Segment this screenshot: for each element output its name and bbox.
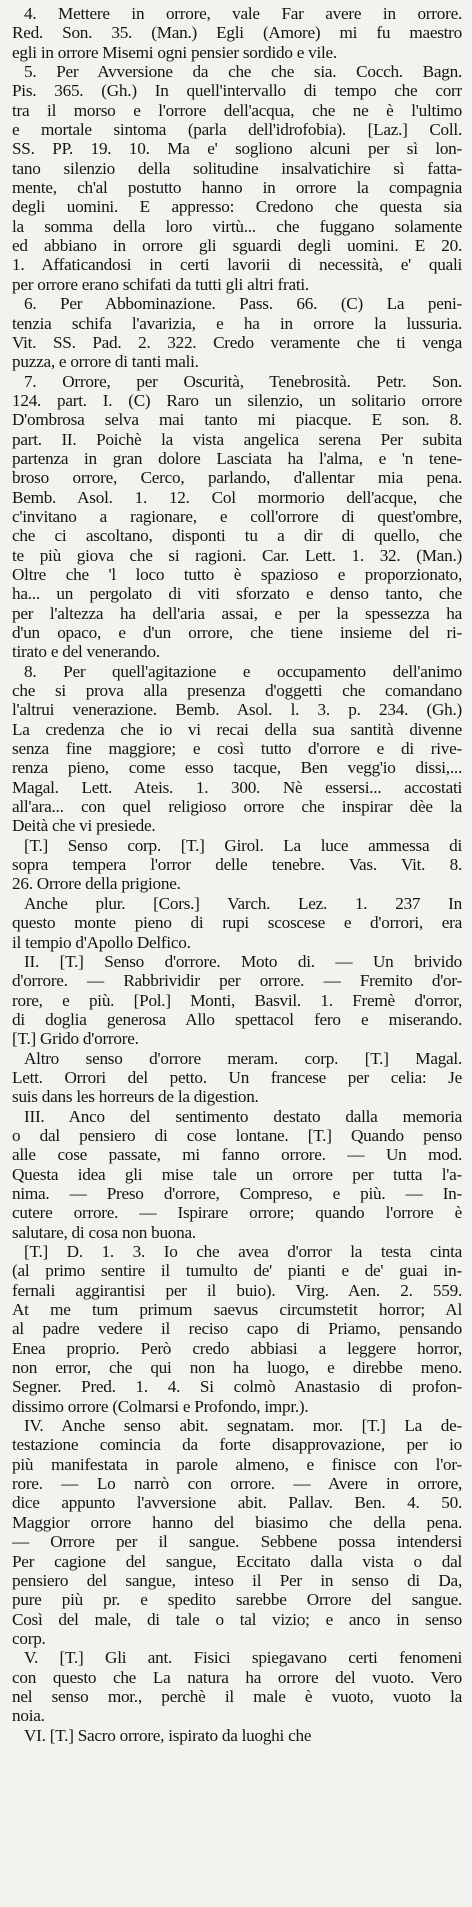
- text-line: 26. Orrore della prigione.: [12, 874, 181, 894]
- text-line: (al primo sentire il tumulto de' pianti e de' guai in-: [12, 1261, 462, 1281]
- text-line: cutere orrore. — Ispirare orrore; quando l'orrore è: [12, 1203, 462, 1223]
- entry-paragraph-sense-II: [12, 952, 462, 1049]
- text-line: Questa idea gli mise tale un orrore per tutta l'a-: [12, 1164, 462, 1184]
- text-line: 6. Per Abbominazione. Pass. 66. (C) La peni-: [24, 294, 462, 314]
- text-line: V. [T.] Gli ant. Fisici spiegavano certi fenomeni: [24, 1648, 462, 1668]
- entry-paragraph-sense-V: [12, 1648, 462, 1725]
- text-line: tra il morso e l'orrore dell'acqua, che ne è l'ultimo: [12, 100, 462, 120]
- text-line: il tempio d'Apollo Delfico.: [12, 932, 191, 952]
- text-line: degli uomini. E appresso: Credono che questa sia: [12, 197, 462, 217]
- text-line: che ci ascoltano, disponti tu a dir di quello, che: [12, 526, 462, 546]
- text-line: [T.] Grido d'orrore.: [12, 1029, 139, 1049]
- text-line: renza pieno, come esso tacque, Ben vegg'io dissi,...: [12, 758, 462, 778]
- text-line: Maggior orrore hanno del biasimo che della pena.: [12, 1512, 462, 1532]
- text-line: Enea proprio. Però credo abbiasi a leggere horror,: [12, 1338, 462, 1358]
- text-line: tenzia schifa l'avarizia, e ha in orrore la lussuria.: [12, 313, 462, 333]
- text-line: rore. — Lo narrò con orrore. — Avere in orrore,: [12, 1474, 462, 1494]
- text-line: ha... un pergolato di viti sforzato e denso tanto, che: [12, 584, 462, 604]
- text-line: d'orrore. — Rabbrividir per orrore. — Fremito d'or-: [12, 971, 462, 991]
- text-line: egli in orrore Misemi ogni pensier sordido e vile.: [12, 42, 337, 62]
- text-line: Magal. Lett. Ateis. 1. 300. Nè essersi... accostati: [12, 777, 462, 797]
- text-line: 7. Orrore, per Oscurità, Tenebrosità. Petr. Son.: [24, 371, 462, 391]
- entry-paragraph-sense-VI: [12, 1726, 462, 1745]
- entry-paragraph-senso-corp: [12, 836, 462, 894]
- entry-paragraph-sense-5: [12, 62, 462, 294]
- text-line: IV. Anche senso abit. segnatam. mor. [T.] La de-: [24, 1416, 462, 1436]
- text-line: Red. Son. 35. (Man.) Egli (Amore) mi fu maestro: [12, 23, 462, 43]
- text-line: Per cagione del sangue, Eccitato dalla vista o dal: [12, 1551, 462, 1571]
- text-line: puzza, e orrore di tanti mali.: [12, 352, 199, 372]
- text-line: l'altrui venerazione. Bemb. Asol. l. 3. p. 234. (Gh.): [12, 700, 462, 720]
- entry-paragraph-sense-6: [12, 294, 462, 371]
- text-line: dice appunto l'avversione abit. Pallav. Ben. 4. 50.: [12, 1493, 462, 1513]
- text-line: d'un opaco, e d'un orrore, che tiene insieme del ri-: [12, 623, 462, 642]
- text-line: corp.: [12, 1628, 46, 1648]
- text-line: 5. Per Avversione da che che sia. Cocch. Bagn.: [24, 62, 462, 82]
- text-line: Lett. Orrori del petto. Un francese per celia: Je: [12, 1067, 462, 1087]
- entry-paragraph-sense-7: [12, 372, 462, 662]
- text-line: pensiero del sangue, inteso il Per in senso di Da,: [12, 1570, 462, 1590]
- text-line: la somma della loro virtù... che fuggano solamente: [12, 216, 462, 236]
- text-line: Segner. Pred. 1. 4. Si colmò Anastasio di profon-: [12, 1377, 462, 1397]
- text-line: più manifestata in parole almeno, e finisce con l'or-: [12, 1454, 462, 1474]
- text-line: At me tum primum saevus circumstetit horror; Al: [12, 1300, 462, 1320]
- text-line: nel senso mor., perchè il male è vuoto, vuoto la: [12, 1686, 462, 1706]
- text-line: rore, e più. [Pol.] Monti, Basvil. 1. Fremè d'orror,: [12, 990, 462, 1010]
- text-line: 1. Affaticandosi in certi lavorii di necessità, e' quali: [12, 255, 462, 275]
- entry-paragraph-anche-plur: [12, 894, 462, 952]
- text-line: e mortale sintoma (parla dell'idrofobia). [Laz.] Coll.: [12, 120, 462, 140]
- text-line: 4. Mettere in orrore, vale Far avere in orrore.: [24, 4, 462, 23]
- text-line: Altro senso d'orrore meram. corp. [T.] Magal.: [24, 1048, 462, 1068]
- text-line: Oltre che 'l loco tutto è spazioso e proporzionato,: [12, 564, 462, 584]
- text-line: III. Anco del sentimento destato dalla memoria: [24, 1106, 462, 1126]
- text-line: D'ombrosa selva mai tanto mi piacque. E son. 8.: [12, 410, 462, 430]
- text-line: Così del male, di tale o tal vizio; e anco in senso: [12, 1609, 462, 1629]
- text-line: fernali aggirantisi per il buio). Virg. Aen. 2. 559.: [12, 1280, 462, 1300]
- text-line: II. [T.] Senso d'orrore. Moto di. — Un brivido: [24, 951, 462, 971]
- text-line: 124. part. I. (C) Raro un silenzio, un solitario orrore: [12, 390, 462, 410]
- text-line: ed abbiano in orrore gli sguardi degli uomini. E 20.: [12, 236, 462, 256]
- text-line: salutare, di cosa non buona.: [12, 1222, 196, 1242]
- entry-paragraph-sense-III: [12, 1107, 462, 1242]
- text-line: per orrore erano schifati da tutti gli altri frati.: [12, 274, 309, 294]
- text-line: testazione comincia da forte disapprovazione, per io: [12, 1435, 462, 1455]
- text-line: nima. — Preso d'orrore, Compreso, e più. — In-: [12, 1183, 462, 1203]
- text-line: di doglia generosa Allo spettacol fero e miserando.: [12, 1009, 462, 1029]
- text-line: — Orrore per il sangue. Sebbene possa intendersi: [12, 1532, 462, 1552]
- text-line: suis dans les horreurs de la digestion.: [12, 1087, 259, 1107]
- text-line: all'ara... con quel religioso orrore che inspirar dèe la: [12, 797, 462, 817]
- entry-paragraph-sense-IV: [12, 1416, 462, 1648]
- entry-paragraph-sense-8: [12, 662, 462, 836]
- text-line: tano silenzio della solitudine insalvatichire sì fatta-: [12, 158, 462, 178]
- text-line: c'invitano a ragionare, e coll'orrore di quest'ombre,: [12, 506, 462, 526]
- text-line: dissimo orrore (Colmarsi e Profondo, impr.).: [12, 1396, 309, 1416]
- text-line: per l'altezza ha dell'aria assai, e per la spessezza ha: [12, 603, 462, 623]
- text-line: non error, che qui non ha luogo, e direbbe meno.: [12, 1358, 462, 1378]
- text-line: tirato e del venerando.: [12, 642, 160, 662]
- text-line: questo monte pieno di rupi scoscese e d'orrori, era: [12, 913, 462, 933]
- text-line: Pis. 365. (Gh.) In quell'intervallo di tempo che corr: [12, 81, 462, 101]
- text-line: partenza in gran dolore Lasciata ha l'alma, e 'n tene-: [12, 448, 462, 468]
- text-line: VI. [T.] Sacro orrore, ispirato da luoghi che: [24, 1725, 312, 1745]
- text-line: o dal pensiero di cose lontane. [T.] Quando penso: [12, 1125, 462, 1145]
- text-line: [T.] Senso corp. [T.] Girol. La luce ammessa di: [24, 835, 462, 855]
- text-line: noia.: [12, 1706, 45, 1726]
- text-line: Deità che vi presiede.: [12, 816, 156, 836]
- text-line: al padre vedere il reciso capo di Priamo, pensando: [12, 1319, 462, 1339]
- entry-paragraph-altro-senso: [12, 1049, 462, 1107]
- text-line: broso orrore, Cerco, parlando, d'allentar mia pena.: [12, 468, 462, 488]
- text-line: che si prova alla presenza d'oggetti che comandano: [12, 681, 462, 701]
- entry-paragraph-dante: [12, 1242, 462, 1416]
- text-line: part. II. Poichè la vista angelica serena Per subita: [12, 429, 462, 449]
- text-line: La credenza che io vi recai della sua santità divenne: [12, 719, 462, 739]
- text-line: [T.] D. 1. 3. Io che avea d'orror la testa cinta: [24, 1242, 462, 1261]
- text-line: mente, ch'al postutto hanno in orrore la compagnia: [12, 178, 462, 198]
- text-line: SS. PP. 19. 10. Ma e' sogliono alcuni per sì lon-: [12, 139, 462, 159]
- text-line: pure più pr. e spedito sarebbe Orrore del sangue.: [12, 1590, 462, 1610]
- text-line: sopra tempera l'orror delle tenebre. Vas. Vit. 8.: [12, 855, 462, 875]
- text-line: 8. Per quell'agitazione e occupamento dell'animo: [24, 661, 462, 681]
- text-line: alle cose passate, mi fanno orrore. — Un mod.: [12, 1145, 462, 1165]
- text-line: Bemb. Asol. 1. 12. Col mormorio dell'acque, che: [12, 487, 462, 507]
- text-line: con questo che La natura ha orrore del vuoto. Vero: [12, 1667, 462, 1687]
- text-line: te più giova che si ragioni. Car. Lett. 1. 32. (Man.): [12, 545, 462, 565]
- text-line: Anche plur. [Cors.] Varch. Lez. 1. 237 In: [24, 893, 462, 913]
- text-line: Vit. SS. Pad. 2. 322. Credo veramente che ti venga: [12, 332, 462, 352]
- text-line: senza fine maggiore; e così tutto d'orrore e di rive-: [12, 739, 462, 759]
- entry-paragraph-sense-4: [12, 4, 462, 62]
